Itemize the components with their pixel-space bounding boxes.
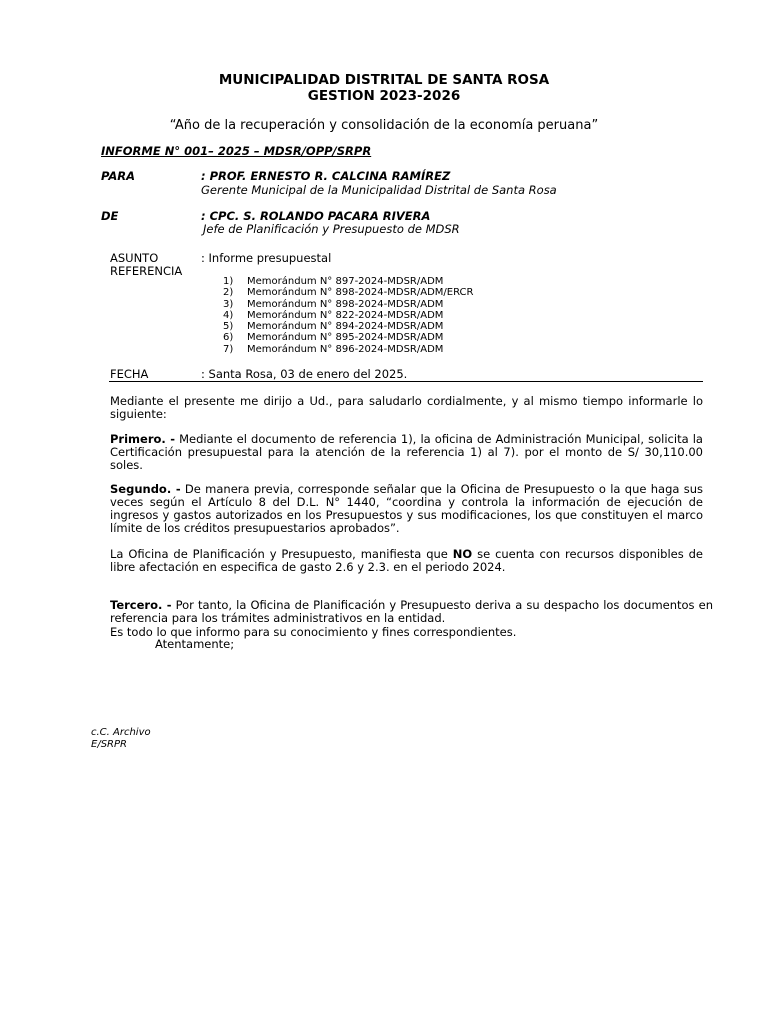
list-item: 1) Memorándum N° 897-2024-MDSR/ADM <box>223 276 444 287</box>
primero-paragraph: Primero. - Mediante el documento de referencia 1), la oficina de Administración Municipal, solicita la Certificación presupuestal para la atención de la referencia 1) al 7). por el monto de S/ 30,110.00 soles. <box>110 432 703 472</box>
list-item: 5) Memorándum N° 894-2024-MDSR/ADM <box>223 321 444 333</box>
tercero-paragraph: Tercero. - Por tanto, la Oficina de Planificación y Presupuesto deriva a su despacho los documentos en referencia para los trámites administrativos en la entidad. <box>110 598 713 625</box>
referencia-label: REFERENCIA <box>110 264 183 278</box>
asunto-label: ASUNTO <box>110 251 159 265</box>
asunto-value: : Informe presupuestal <box>201 251 332 265</box>
list-item: 4) Memorándum N° 822-2024-MDSR/ADM <box>223 309 444 321</box>
fecha-label: FECHA <box>110 367 149 381</box>
de-role: Jefe de Planificación y Presupuesto de MDSR <box>203 222 460 236</box>
header-subtitle: GESTION 2023-2026 <box>307 88 461 104</box>
list-item: 7) Memorándum N° 896-2024-MDSR/ADM <box>223 343 444 355</box>
closing-line: Es todo lo que informo para su conocimiento y fines correspondientes. <box>110 625 517 639</box>
para-role: Gerente Municipal de la Municipalidad Distrital de Santa Rosa <box>201 183 557 197</box>
header-motto: “Año de la recuperación y consolidación de la economía peruana” <box>169 118 599 133</box>
header-title: MUNICIPALIDAD DISTRITAL DE SANTA ROSA <box>218 72 550 88</box>
cc-block <box>91 727 151 751</box>
de-name: : CPC. S. ROLANDO PACARA RIVERA <box>201 209 431 223</box>
list-item: 2) Memorándum N° 898-2024-MDSR/ADM/ERCR <box>223 287 474 299</box>
para-name: : PROF. ERNESTO R. CALCINA RAMÍREZ <box>201 169 451 183</box>
segundo-paragraph: Segundo. - De manera previa, corresponde señalar que la Oficina de Presupuesto o la que haga sus veces según el Artículo 8 del D.L. N° 1440, “coordina y controla la información de ejecución de ingresos y gastos autorizados en los Presupuestos y sus modificaciones, los que constituyen el marco límite de los créditos presupuestarios aprobados”. <box>110 482 704 535</box>
oficina-paragraph: La Oficina de Planificación y Presupuesto, manifiesta que NO se cuenta con recursos disponibles de libre afectación en especifica de gasto 2.6 y 2.3. en el periodo 2024. <box>110 547 703 574</box>
divider <box>109 381 703 382</box>
para-label: PARA <box>101 169 136 183</box>
informe-number: INFORME N° 001– 2025 – MDSR/OPP/SRPR <box>101 144 372 158</box>
atentamente: Atentamente; <box>155 637 235 651</box>
cc-line2: E/SRPR <box>91 739 127 750</box>
intro-paragraph: Mediante el presente me dirijo a Ud., para saludarlo cordialmente, y al mismo tiempo informarle lo siguiente: <box>110 394 703 421</box>
de-label: DE <box>101 209 119 223</box>
referencia-list <box>223 276 473 355</box>
cc-line1: c.C. Archivo <box>91 727 151 738</box>
list-item: 6) Memorándum N° 895-2024-MDSR/ADM <box>223 332 444 344</box>
fecha-value: : Santa Rosa, 03 de enero del 2025. <box>201 367 408 381</box>
list-item: 3) Memorándum N° 898-2024-MDSR/ADM <box>223 298 444 310</box>
